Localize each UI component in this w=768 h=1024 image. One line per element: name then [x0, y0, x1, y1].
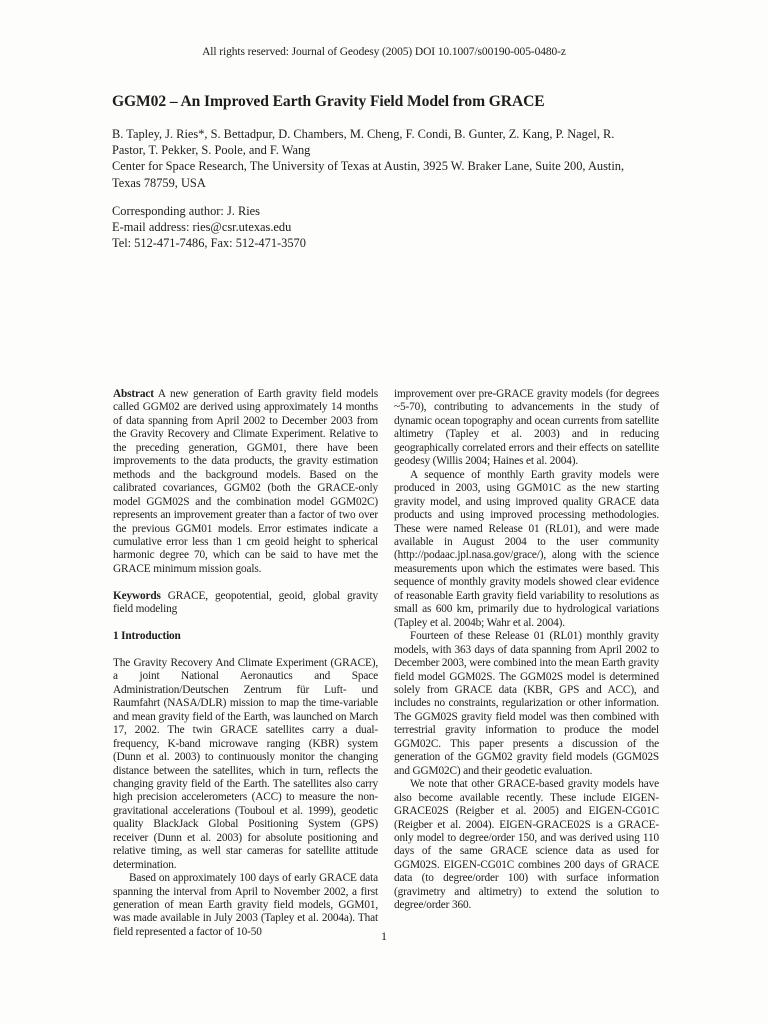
intro-paragraph-2: Based on approximately 100 days of early GRACE data spanning the interval from April to November 2002, a first generation of mean Earth gravity field models, GGM01, was made available in July 2003 (Tapley et al. 2004a). That field represented a factor of 10-50: [113, 872, 378, 938]
affiliation-line1: Center for Space Research, The University of Texas at Austin, 3925 W. Braker Lane, Suite 200, Austin,: [112, 159, 625, 174]
author-list-line2: Pastor, T. Pekker, S. Poole, and F. Wang: [112, 143, 311, 158]
corresponding-author: Corresponding author: J. Ries: [112, 204, 260, 218]
corresponding-email: E-mail address: ries@csr.utexas.edu: [112, 220, 292, 235]
left-column: [113, 388, 378, 939]
page-number: 1: [381, 929, 387, 943]
abstract-text: A new generation of Earth gravity field models called GGM02 are derived using approximately 14 months of data spanning from April 2002 to December 2003 from the Gravity Recovery and Climate Experiment. Relative to the preceding generation, GGM01, there have been improvements to the data products, the gravity estimation methods and the background models. Based on the calibrated covariances, GGM02 (both the GRACE-only model GGM02S and the combination model GGM02C) represents an improvement greater than a factor of two over the previous GGM01 models. Error estimates indicate a cumulative error less than 1 cm geoid height to spherical harmonic degree 70, which can be said to have met the GRACE minimum mission goals.: [113, 388, 378, 575]
paper-title: GGM02 – An Improved Earth Gravity Field Model from GRACE: [112, 93, 545, 110]
intro-paragraph-3: A sequence of monthly Earth gravity models were produced in 2003, using GGM01C as the new starting gravity model, and using improved quality GRACE data products and using improved processing methodologies. These were named Release 01 (RL01), and were made available in August 2004 to the user community (http://podaac.jpl.nasa.gov/grace/), along with the science measurements upon which the estimates were based. This sequence of monthly gravity models showed clear evidence of reasonable Earth gravity field variability to resolutions as small as 600 km, primarily due to hydrological variations (Tapley et al. 2004b; Wahr et al. 2004).: [394, 468, 659, 629]
intro-paragraph-1: The Gravity Recovery And Climate Experiment (GRACE), a joint National Aeronautics and Space Administration/Deutschen Zentrum für Luft- und Raumfahrt (NASA/DLR) mission to map the time-variable and mean gravity field of the Earth, was launched on March 17, 2002. The twin GRACE satellites carry a dual-frequency, K-band microwave ranging (KBR) system (Dunn et al. 2003) to continuously monitor the changing distance between the satellites, which in turn, reflects the changing gravity field of the Earth. The satellites also carry high precision accelerometers (ACC) to measure the non-gravitational accelerations (Touboul et al. 1999), geodetic quality BlackJack Global Positioning System (GPS) receiver (Dunn et al. 2003) for absolute positioning and relative timing, as well star cameras for satellite attitude determination.: [113, 656, 378, 871]
intro-paragraph-5: We note that other GRACE-based gravity models have also become available recently. These include EIGEN-GRACE02S (Reigber et al. 2005) and EIGEN-CG01C (Reigber et al. 2004). EIGEN-GRACE02S is a GRACE-only model to degree/order 150, and was derived using 110 days of the same GRACE science data as used for GGM02S. EIGEN-CG01C combines 200 days of GRACE data (to degree/order 100) with surface information (gravimetry and altimetry) to extend the solution to degree/order 360.: [394, 778, 659, 912]
journal-rights-line: All rights reserved: Journal of Geodesy (2005) DOI 10.1007/s00190-005-0480-z: [202, 46, 566, 58]
author-list-line1: B. Tapley, J. Ries*, S. Bettadpur, D. Chambers, M. Cheng, F. Condi, B. Gunter, Z. Kang, P. Nagel, R.: [112, 127, 615, 141]
keywords-text: GRACE, geopotential, geoid, global gravity field modeling: [113, 589, 378, 616]
corresponding-phone: Tel: 512-471-7486, Fax: 512-471-3570: [112, 236, 306, 251]
corresponding-block: [112, 203, 657, 252]
keywords-paragraph: [113, 590, 378, 617]
intro-paragraph-2-continued: improvement over pre-GRACE gravity models (for degrees ~5-70), contributing to advancements in the study of dynamic ocean topography and ocean currents from satellite altimetry (Tapley et al. 2003) and in reducing geographically correlated errors and their effects on satellite geodesy (Willis 2004; Haines et al. 2004).: [394, 388, 659, 468]
author-block: [112, 126, 657, 191]
affiliation-line2: Texas 78759, USA: [112, 175, 206, 190]
keywords-label: Keywords: [113, 589, 161, 602]
intro-paragraph-4: Fourteen of these Release 01 (RL01) monthly gravity models, with 363 days of data spanning from April 2002 to December 2003, were combined into the mean Earth gravity field model GGM02S. The GGM02S model is determined solely from GRACE data (KBR, GPS and ACC), and includes no constraints, regularization or other information. The GGM02S gravity field model was then combined with terrestrial gravity information to produce the model GGM02C. This paper presents a discussion of the generation of the GGM02 gravity field models (GGM02S and GGM02C) and their geodetic evaluation.: [394, 630, 659, 777]
abstract-paragraph: [113, 388, 378, 576]
abstract-label: Abstract: [113, 388, 154, 400]
section-heading-introduction: 1 Introduction: [113, 630, 181, 643]
right-column: [394, 388, 659, 913]
